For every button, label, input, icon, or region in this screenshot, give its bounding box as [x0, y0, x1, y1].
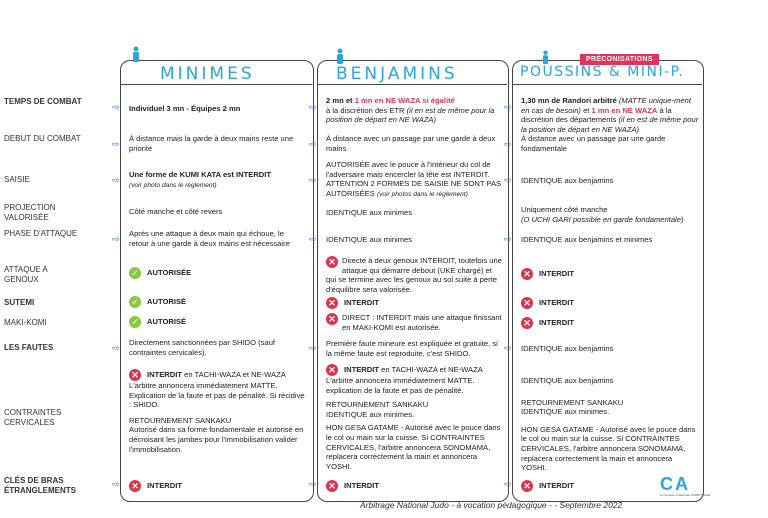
benjamins-contraintes: ✕ INTERDIT en TACHI-WAZA et NE-WAZA L'arbitre annoncera immédiatement MATTE. explication de la faute et pas de pénalité. RETOURNEMENT SANKAKU IDENTIQUE aux minimes. HON GESA GATAME - Autorisé avec le pouce dans le col ou main sur la cuisse. Si CONTRAINTES CERVICALES, l'arbitre annoncera SONOMAMA, replacera correctement la main et annoncera YOSHI. [326, 365, 501, 471]
benjamins-debut-du-combat: À distance avec un passage par une garde à deux mains [326, 134, 496, 153]
header-divider-minimes [120, 84, 312, 85]
arrow-icon: ⇨ [112, 102, 120, 112]
preconisations-badge: PRÉCONISATIONS [580, 54, 659, 65]
arrow-icon: ⇨ [504, 175, 512, 185]
benjamins-maki-komi: ✕ DIRECT : INTERDIT mais une attaque finissant en MAKI-KOMI est autorisée. [326, 313, 502, 332]
poussins-phase-attaque: IDENTIQUE aux benjamins et minimes [521, 235, 653, 244]
check-icon: ✓ [129, 316, 141, 328]
cross-icon: ✕ [521, 268, 533, 280]
benjamins-les-fautes: Première faute mineure est expliquée et gratuite, si la même faute est reproduite, c'est SHIDO. [326, 339, 498, 358]
benjamins-temps-de-combat: 2 mn et 1 mn en NE WAZA si égalité à la discrétion des ETR (il en est de même pour la position de départ en NE WAZA) [326, 96, 495, 125]
header-divider-benjamins [317, 84, 507, 85]
poussins-sutemi: ✕ INTERDIT [521, 297, 697, 309]
column-title-minimes: MINIMES [160, 64, 255, 84]
person-icon [540, 50, 551, 64]
arrow-icon: ⇨ [309, 479, 317, 489]
cross-icon: ✕ [521, 297, 533, 309]
row-label-cles-de-bras: CLÉS DE BRAS ÉTRANGLEMENTS [4, 476, 76, 495]
minimes-contraintes: ✕ INTERDIT en TACHI-WAZA et NE-WAZA L'arbitre annoncera immédiatement MATTE. Explication de la faute et pas de pénalité. Si récidive : SHIDO. RETOURNEMENT SANKAKU Autorisé dans sa forme fondamentale et autorisé en décroisant les jambes pour l'immobilisation valider l'immobilisation. [129, 370, 305, 454]
footer-text: Arbitrage National Judo - à vocation pédagogique - - Septembre 2022 [360, 500, 623, 510]
poussins-projection: Uniquement côté manche (O UCHI GARI possible en garde fondamentale) [521, 205, 684, 224]
minimes-phase-attaque: Après une attaque à deux main qui échoue, le retour à une garde à deux mains est nécessaire [129, 229, 290, 248]
poussins-contraintes: IDENTIQUE aux benjamins RETOURNEMENT SANKAKU IDENTIQUE aux minimes. HON GESA GATAME - Autorisé avec le pouce dans le col ou main sur la cuisse. Si CONTRAINTES CERVICALES, l'arbitre annoncera SONOMAMA, replacera correctement la main et annoncera YOSHI. [521, 376, 696, 473]
row-label-temps-de-combat: TEMPS DE COMBAT [4, 97, 82, 106]
poussins-saisie: IDENTIQUE aux benjamins [521, 176, 614, 185]
header-divider-poussins [512, 84, 702, 85]
person-icon [334, 48, 346, 64]
benjamins-attaque-genoux: ✕ Directe à deux genoux INTERDIT, toutefois une attaque qui démarre debout (UKE chargé) et qui se termine avec les genoux au sol suite à perte d'équilibre sera valorisée. [326, 256, 502, 294]
minimes-attaque-genoux: ✓ AUTORISÉE [129, 267, 305, 279]
row-label-maki-komi: MAKI-KOMI [4, 318, 47, 327]
arrow-icon: ⇨ [309, 175, 317, 185]
cross-icon: ✕ [129, 480, 141, 492]
benjamins-sutemi: ✕ INTERDIT [326, 297, 502, 309]
column-title-poussins: POUSSINS & MINI-P. [520, 64, 685, 80]
arrow-icon: ⇨ [112, 139, 120, 149]
arrow-icon: ⇨ [309, 343, 317, 353]
cross-icon: ✕ [326, 256, 338, 268]
arrow-icon: ⇨ [504, 102, 512, 112]
minimes-maki-komi: ✓ AUTORISÉ [129, 316, 305, 328]
row-label-phase-attaque: PHASE D'ATTAQUE [4, 229, 78, 238]
benjamins-phase-attaque: IDENTIQUE aux minimes [326, 235, 413, 244]
row-label-les-fautes: LES FAUTES [4, 343, 54, 352]
column-title-benjamins: BENJAMINS [336, 64, 458, 84]
minimes-sutemi: ✓ AUTORISÉ [129, 296, 305, 308]
poussins-cles-de-bras: ✕ INTERDIT [521, 480, 697, 492]
row-label-saisie: SAISIE [4, 175, 30, 184]
row-label-projection: PROJECTION VALORISÉE [4, 203, 56, 222]
poussins-les-fautes: IDENTIQUE aux benjamins [521, 344, 614, 353]
check-icon: ✓ [129, 267, 141, 279]
arrow-icon: ⇨ [309, 139, 317, 149]
row-label-sutemi: SUTEMI [4, 298, 35, 307]
cross-icon: ✕ [129, 369, 141, 381]
cross-icon: ✕ [326, 313, 338, 325]
arrow-icon: ⇨ [309, 102, 317, 112]
arrow-icon: ⇨ [112, 234, 120, 244]
logo [660, 476, 710, 502]
cross-icon: ✕ [326, 297, 338, 309]
cross-icon: ✕ [521, 317, 533, 329]
cross-icon: ✕ [326, 480, 338, 492]
minimes-projection: Côté manche et côté revers [129, 207, 223, 216]
poussins-attaque-genoux: ✕ INTERDIT [521, 268, 697, 280]
benjamins-cles-de-bras: ✕ INTERDIT [326, 480, 502, 492]
benjamins-projection: IDENTIQUE aux minimes [326, 208, 413, 217]
person-icon [130, 46, 142, 62]
poussins-debut-du-combat: À distance avec un passage par une garde fondamentale [521, 134, 666, 153]
poussins-maki-komi: ✕ INTERDIT [521, 317, 697, 329]
logo-letters: CA [660, 474, 690, 494]
poussins-temps-de-combat: 1,30 mn de Randori arbitré (MATTE unique-ment en cas de besoin) et 1 mn en NE WAZA à la discrétion des départements (il en est de même pour la position de départ en NE WAZA) [521, 96, 699, 134]
minimes-debut-du-combat: À distance mais la garde à deux mains reste une priorité [129, 134, 294, 153]
arrow-icon: ⇨ [112, 479, 120, 489]
arrow-icon: ⇨ [504, 479, 512, 489]
cross-icon: ✕ [521, 480, 533, 492]
minimes-saisie: Une forme de KUMI KATA est INTERDIT (voir photo dans le règlement) [129, 170, 272, 189]
benjamins-saisie: AUTORISÉE avec le pouce à l'intérieur du col de l'adversaire mais encercler la tête est INTERDIT. ATTENTION 2 FORMES DE SAISIE NE SONT PAS AUTORISÉES (voir photos dans le règlement) [326, 160, 502, 198]
arrow-icon: ⇨ [112, 175, 120, 185]
arrow-icon: ⇨ [504, 343, 512, 353]
logo-subtitle: Commission Nationale d'ARBITRAGE [660, 493, 711, 497]
row-label-contraintes-cervicales: CONTRAINTES CERVICALES [4, 408, 62, 427]
minimes-cles-de-bras: ✕ INTERDIT [129, 480, 305, 492]
minimes-les-fautes: Directement sanctionnées par SHIDO (sauf contraintes cervicales). [129, 338, 276, 357]
arrow-icon: ⇨ [112, 343, 120, 353]
arrow-icon: ⇨ [504, 234, 512, 244]
check-icon: ✓ [129, 296, 141, 308]
row-label-attaque-genoux: ATTAQUE A GENOUX [4, 265, 48, 284]
arrow-icon: ⇨ [309, 234, 317, 244]
row-label-debut-du-combat: DEBUT DU COMBAT [4, 134, 81, 143]
cross-icon: ✕ [326, 364, 338, 376]
arrow-icon: ⇨ [504, 139, 512, 149]
minimes-temps-de-combat: Individuel 3 mn - Équipes 2 mn [129, 104, 241, 113]
